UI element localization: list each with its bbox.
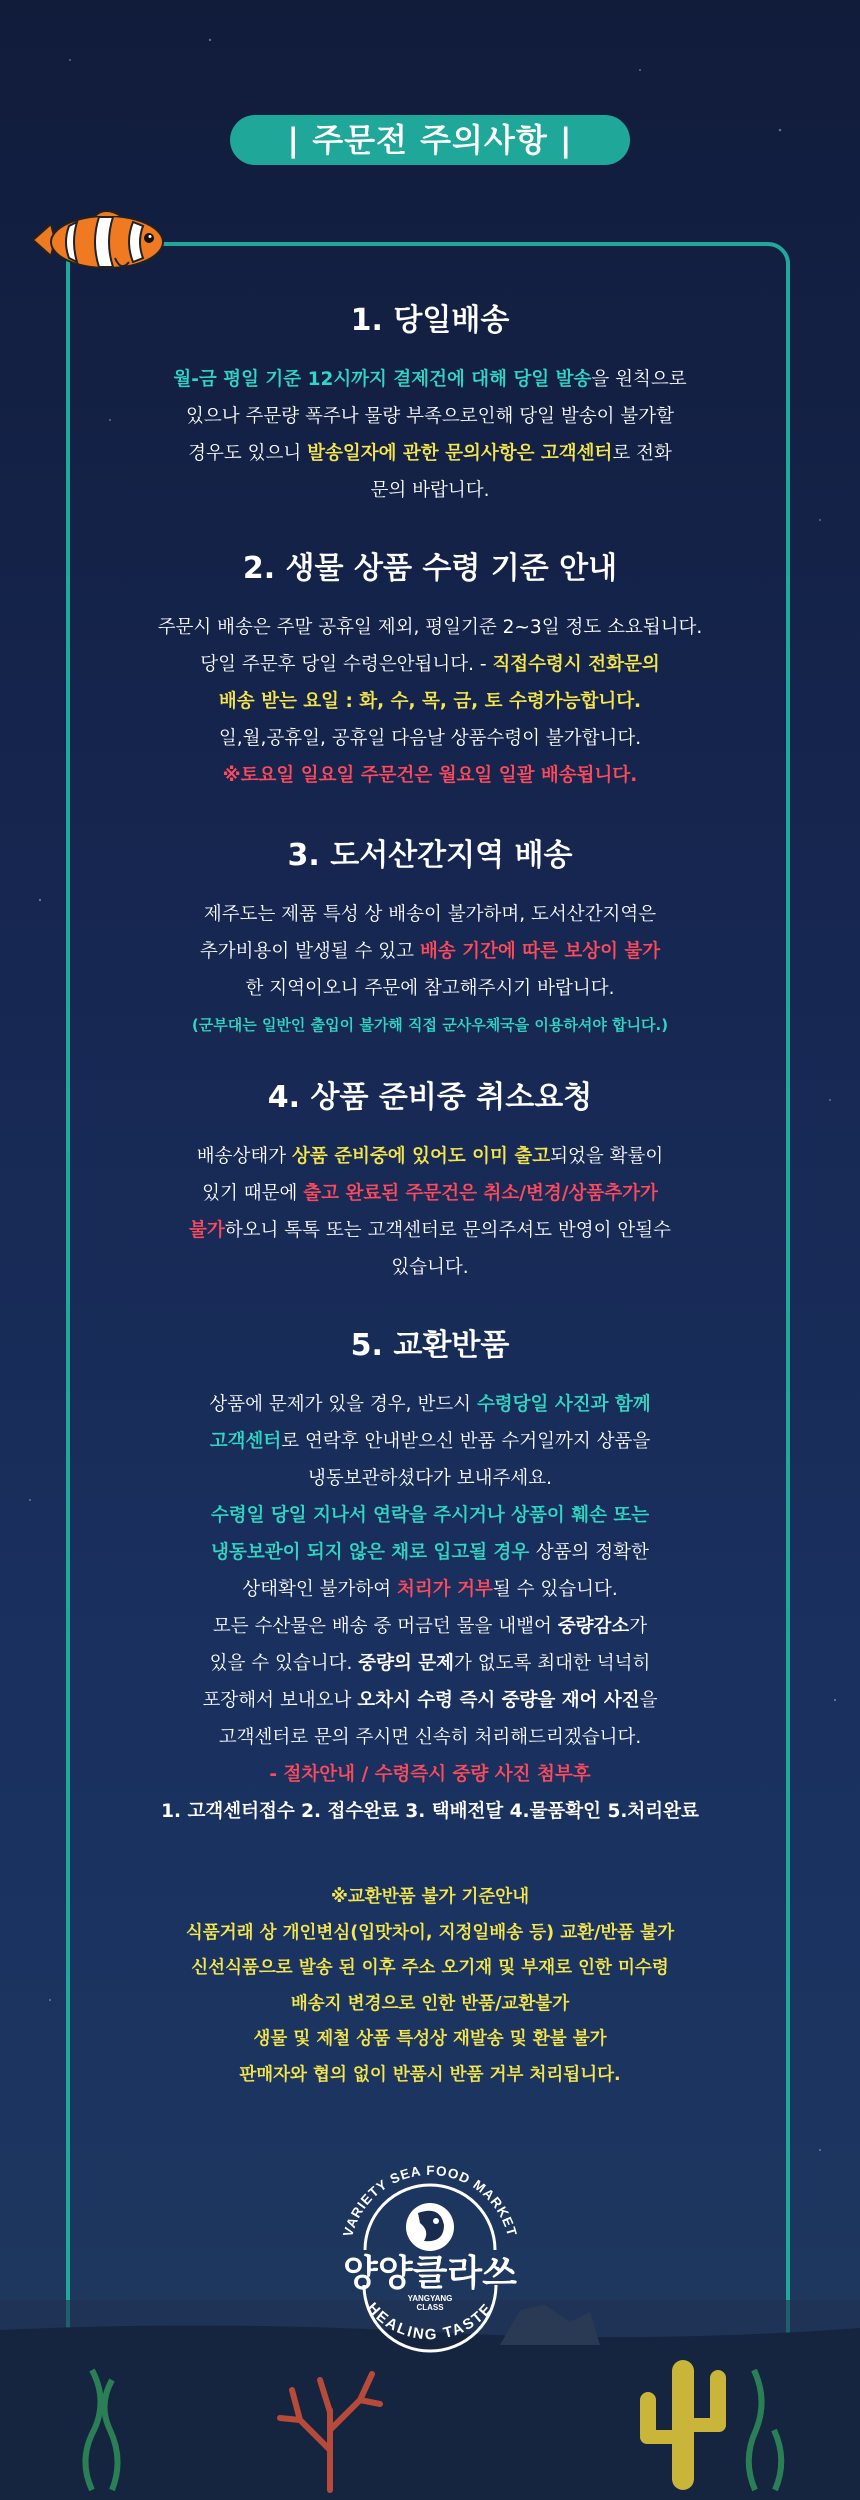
section-line <box>100 1249 760 1286</box>
section-line <box>100 720 760 757</box>
text-segment: 냉동보관이 되지 않은 채로 입고될 경우 <box>211 1542 536 1563</box>
text-segment: 있으나 주문량 폭주나 물량 부족으로인해 당일 발송이 불가할 <box>186 406 674 427</box>
text-segment: 있기 때문에 <box>202 1183 304 1204</box>
text-segment: 상태확인 불가하여 <box>242 1579 398 1600</box>
clownfish-icon <box>25 200 185 280</box>
text-segment: 있을 수 있습니다. <box>209 1653 359 1674</box>
text-segment: 포장해서 보내오나 <box>202 1690 358 1711</box>
section-line <box>100 896 760 933</box>
section-line <box>100 435 760 472</box>
section-exchange-return <box>100 1320 760 1830</box>
text-segment: 오차시 수령 즉시 중량을 재어 사진 <box>357 1690 640 1711</box>
text-segment: 배송 받는 요일 : 화, 수, 목, 금, 토 수령가능합니다. <box>218 691 642 712</box>
text-segment: 냉동보관하셨다가 보내주세요. <box>307 1468 553 1489</box>
section-line <box>100 609 760 646</box>
text-segment: 상품에 문제가 있을 경우, 반드시 <box>209 1394 477 1415</box>
text-segment: 월-금 평일 기준 12시까지 결제건에 대해 당일 발송 <box>173 369 592 390</box>
section-line <box>100 1645 760 1682</box>
logo-sub-1: YANGYANG <box>407 2294 453 2303</box>
text-segment: 중량의 문제 <box>358 1653 455 1674</box>
text-segment: 수령일 당일 지나서 연락을 주시거나 상품이 훼손 또는 <box>210 1505 650 1526</box>
section-line <box>100 1386 760 1423</box>
section-body <box>100 1386 760 1830</box>
text-segment: 제주도는 제품 특성 상 배송이 불가하며, 도서산간지역은 <box>203 904 657 925</box>
notice-line: 신선식품으로 발송 된 이후 주소 오기재 및 부재로 인한 미수령 <box>191 1958 669 1978</box>
return-not-allowed-notice <box>100 1880 760 2093</box>
notice-line: 식품거래 상 개인변심(입맛차이, 지정일배송 등) 교환/반품 불가 <box>185 1922 675 1943</box>
notice-line: 생물 및 제철 상품 특성상 재발송 및 환불 불가 <box>253 2029 607 2049</box>
section-line <box>100 1423 760 1460</box>
text-segment: 상품의 정확한 <box>535 1542 649 1563</box>
section-remote-area <box>100 830 760 1044</box>
section-line <box>100 757 760 794</box>
section-line <box>100 1007 760 1044</box>
section-title: 1. 당일배송 <box>350 303 510 338</box>
section-title: 5. 교환반품 <box>350 1328 510 1363</box>
section-body <box>100 896 760 1044</box>
text-segment: - 절차안내 / 수령즉시 중량 사진 첨부후 <box>269 1764 591 1785</box>
section-cancel-request <box>100 1072 760 1286</box>
logo-sub-2: CLASS <box>416 2303 444 2312</box>
text-segment: 되었을 확률이 <box>550 1146 664 1167</box>
section-same-day-delivery <box>100 295 760 509</box>
text-segment: 경우도 있으니 <box>188 443 308 464</box>
text-segment: 한 지역이오니 주문에 참고해주시기 바랍니다. <box>245 978 615 999</box>
text-segment: 로 연락후 안내받으신 반품 수거일까지 상품을 <box>281 1431 651 1452</box>
section-line <box>100 646 760 683</box>
text-segment: 당일 주문후 당일 수령은안됩니다. - <box>200 654 493 675</box>
section-line <box>100 1534 760 1571</box>
text-segment: 처리가 거부 <box>397 1579 493 1600</box>
text-segment: 을 원칙으로 <box>591 369 687 390</box>
section-title: 3. 도서산간지역 배송 <box>287 838 573 873</box>
section-body <box>100 1138 760 1286</box>
logo-fish-icon <box>406 2203 454 2251</box>
text-segment: (군부대는 일반인 출입이 불가해 직접 군사우체국을 이용하셔야 합니다.) <box>191 1016 669 1034</box>
logo-arc-bottom: HEALING TASTE <box>363 2299 497 2344</box>
section-line <box>100 683 760 720</box>
text-segment: 로 전화 <box>612 443 672 464</box>
text-segment: 배송상태가 <box>196 1146 293 1167</box>
section-line <box>100 1571 760 1608</box>
text-segment: 될 수 있습니다. <box>492 1579 618 1600</box>
text-segment: 불가 <box>188 1220 225 1241</box>
section-line <box>100 1138 760 1175</box>
section-body <box>100 609 760 794</box>
text-segment: 가 없도록 최대한 넉넉히 <box>454 1653 651 1674</box>
text-segment: 있습니다. <box>391 1257 469 1278</box>
section-body <box>100 361 760 509</box>
text-segment: 직접수령시 전화문의 <box>492 654 660 675</box>
section-title: 4. 상품 준비중 취소요청 <box>267 1080 593 1115</box>
text-segment: 배송 기간에 따른 보상이 불가 <box>419 941 661 962</box>
text-segment: 상품 준비중에 있어도 이미 출고 <box>292 1146 551 1167</box>
section-line <box>100 472 760 509</box>
notice-line: 판매자와 협의 없이 반품시 반품 거부 처리됩니다. <box>239 2064 621 2085</box>
section-line <box>100 1682 760 1719</box>
text-segment: 추가비용이 발생될 수 있고 <box>199 941 420 962</box>
section-line <box>100 1460 760 1497</box>
notice-line: ※교환반품 불가 기준안내 <box>330 1887 530 1907</box>
brand-logo <box>320 2145 540 2355</box>
text-segment: 발송일자에 관한 문의사항은 고객센터 <box>307 443 613 464</box>
section-line <box>100 1175 760 1212</box>
section-line <box>100 398 760 435</box>
text-segment: 출고 완료된 주문건은 취소/변경/상품추가가 <box>303 1183 658 1204</box>
section-line <box>100 1793 760 1830</box>
text-segment: 문의 바랍니다. <box>370 480 490 501</box>
text-segment: 중량감소 <box>557 1616 630 1637</box>
section-line <box>100 1608 760 1645</box>
text-segment: 주문시 배송은 주말 공휴일 제외, 평일기준 2~3일 정도 소요됩니다. <box>157 617 703 638</box>
logo-name: 양양클라쓰 <box>343 2253 517 2294</box>
logo-arc-top: VARIETY SEA FOOD MARKET <box>340 2162 520 2239</box>
section-receipt-guide <box>100 543 760 794</box>
text-segment: 을 <box>639 1690 658 1711</box>
section-line <box>100 1497 760 1534</box>
section-line <box>100 1719 760 1756</box>
text-segment: 수령당일 사진과 함께 <box>476 1394 651 1415</box>
section-line <box>100 933 760 970</box>
text-segment: 고객센터로 문의 주시면 신속히 처리해드리겠습니다. <box>218 1727 642 1748</box>
notice-line: 배송지 변경으로 인한 반품/교환불가 <box>290 1993 570 2014</box>
section-line <box>100 1212 760 1249</box>
section-line <box>100 1756 760 1793</box>
text-segment: 일,월,공휴일, 공휴일 다음날 상품수령이 불가합니다. <box>218 728 642 749</box>
section-line <box>100 970 760 1007</box>
text-segment: 하오니 톡톡 또는 고객센터로 문의주셔도 반영이 안될수 <box>224 1220 672 1241</box>
page-title: | 주문전 주의사항 | <box>230 115 630 165</box>
text-segment: 1. 고객센터접수 2. 접수완료 3. 택배전달 4.물품확인 5.처리완료 <box>161 1801 699 1822</box>
text-segment: ※토요일 일요일 주문건은 월요일 일괄 배송됩니다. <box>222 765 638 786</box>
section-line <box>100 361 760 398</box>
text-segment: 모든 수산물은 배송 중 머금던 물을 내뱉어 <box>212 1616 558 1637</box>
text-segment: 고객센터 <box>209 1431 282 1452</box>
section-title: 2. 생물 상품 수령 기준 안내 <box>242 551 618 586</box>
text-segment: 가 <box>629 1616 648 1637</box>
